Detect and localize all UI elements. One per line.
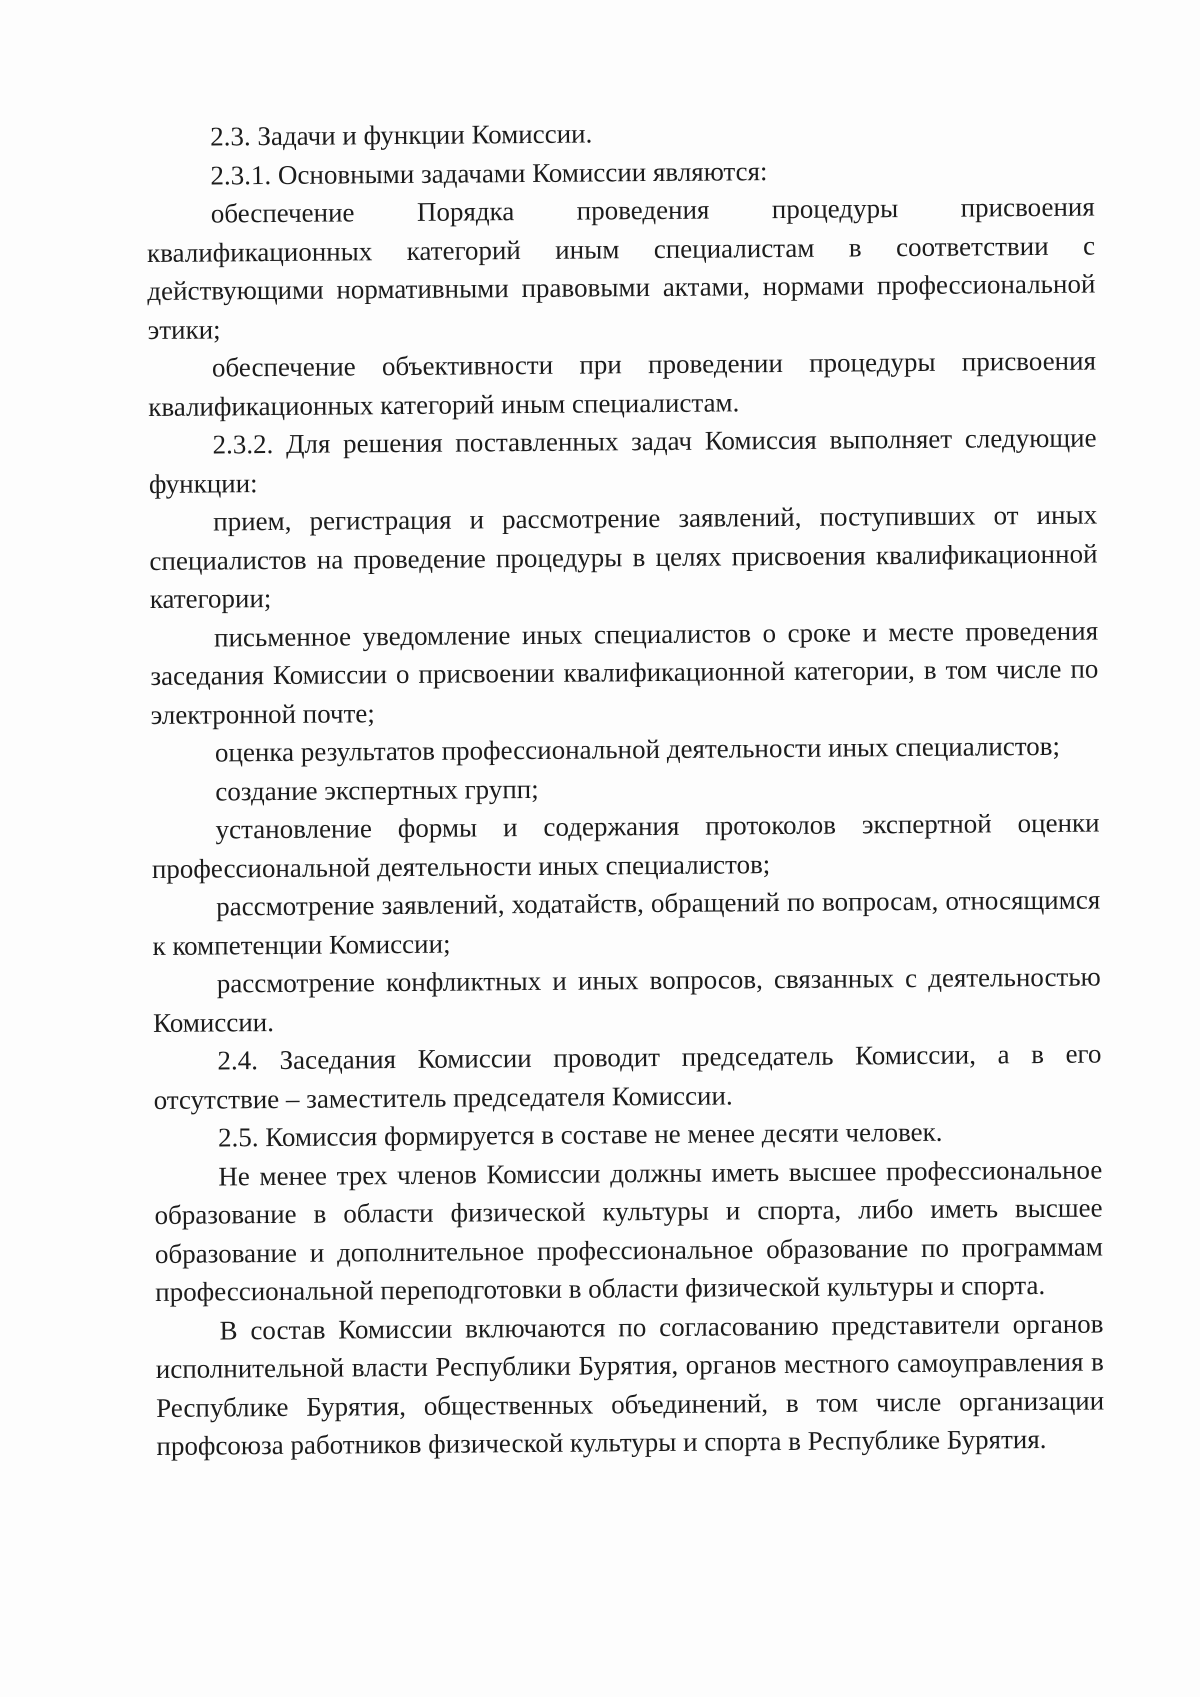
paragraph-2-3-1: 2.3.1. Основными задачами Комиссии являются:: [210, 155, 768, 190]
paragraph-2-4: 2.4. Заседания Комиссии проводит председатель Комиссии, а в его отсутствие – заместитель председателя Комиссии.: [153, 1038, 1102, 1115]
function-item-1: прием, регистрация и рассмотрение заявлений, поступивших от иных специалистов на проведение процедуры в целях присвоения квалификационной категории;: [149, 499, 1098, 614]
task-item-1: обеспечение Порядка проведения процедуры присвоения квалификационных категорий иным специалистам в соответствии с действующими нормативными правовыми актами, нормами профессиональной этики;: [146, 191, 1096, 345]
task-item-2: обеспечение объективности при проведении процедуры присвоения квалификационных категорий иным специалистам.: [148, 345, 1097, 422]
section-heading-2-3: 2.3. Задачи и функции Комиссии.: [210, 118, 593, 152]
document-body: [146, 111, 1105, 1466]
function-item-6: рассмотрение заявлений, ходатайств, обращений по вопросам, относящимся к компетенции Комиссии;: [152, 884, 1101, 961]
function-item-3: оценка результатов профессиональной деятельности иных специалистов;: [214, 730, 1061, 768]
function-item-5: установление формы и содержания протоколов экспертной оценки профессиональной деятельности иных специалистов;: [151, 807, 1100, 884]
paragraph-2-5: 2.5. Комиссия формируется в составе не менее десяти человек.: [217, 1116, 943, 1153]
function-item-2: письменное уведомление иных специалистов о сроке и месте проведения заседания Комиссии о присвоении квалификационной категории, в том числе по электронной почте;: [150, 615, 1099, 730]
membership-composition-paragraph: В состав Комиссии включаются по согласованию представители органов исполнительной власти Республики Бурятия, органов местного самоуправления в Республике Бурятия, общественных объединений, в том числе организации профсоюза работников физической культуры и спорта в Республике Бурятия.: [155, 1308, 1105, 1461]
function-item-7: рассмотрение конфликтных и иных вопросов, связанных с деятельностью Комиссии.: [152, 961, 1101, 1038]
function-item-4: создание экспертных групп;: [215, 773, 539, 806]
paragraph-2-3-2: 2.3.2. Для решения поставленных задач Комиссия выполняет следующие функции:: [148, 422, 1097, 499]
membership-requirement-paragraph: Не менее трех членов Комиссии должны иметь высшее профессиональное образование в области физической культуры и спорта, либо иметь высшее образование и дополнительное профессиональное образование по программам профессиональной переподготовки в области физической культуры и спорта.: [154, 1154, 1104, 1307]
